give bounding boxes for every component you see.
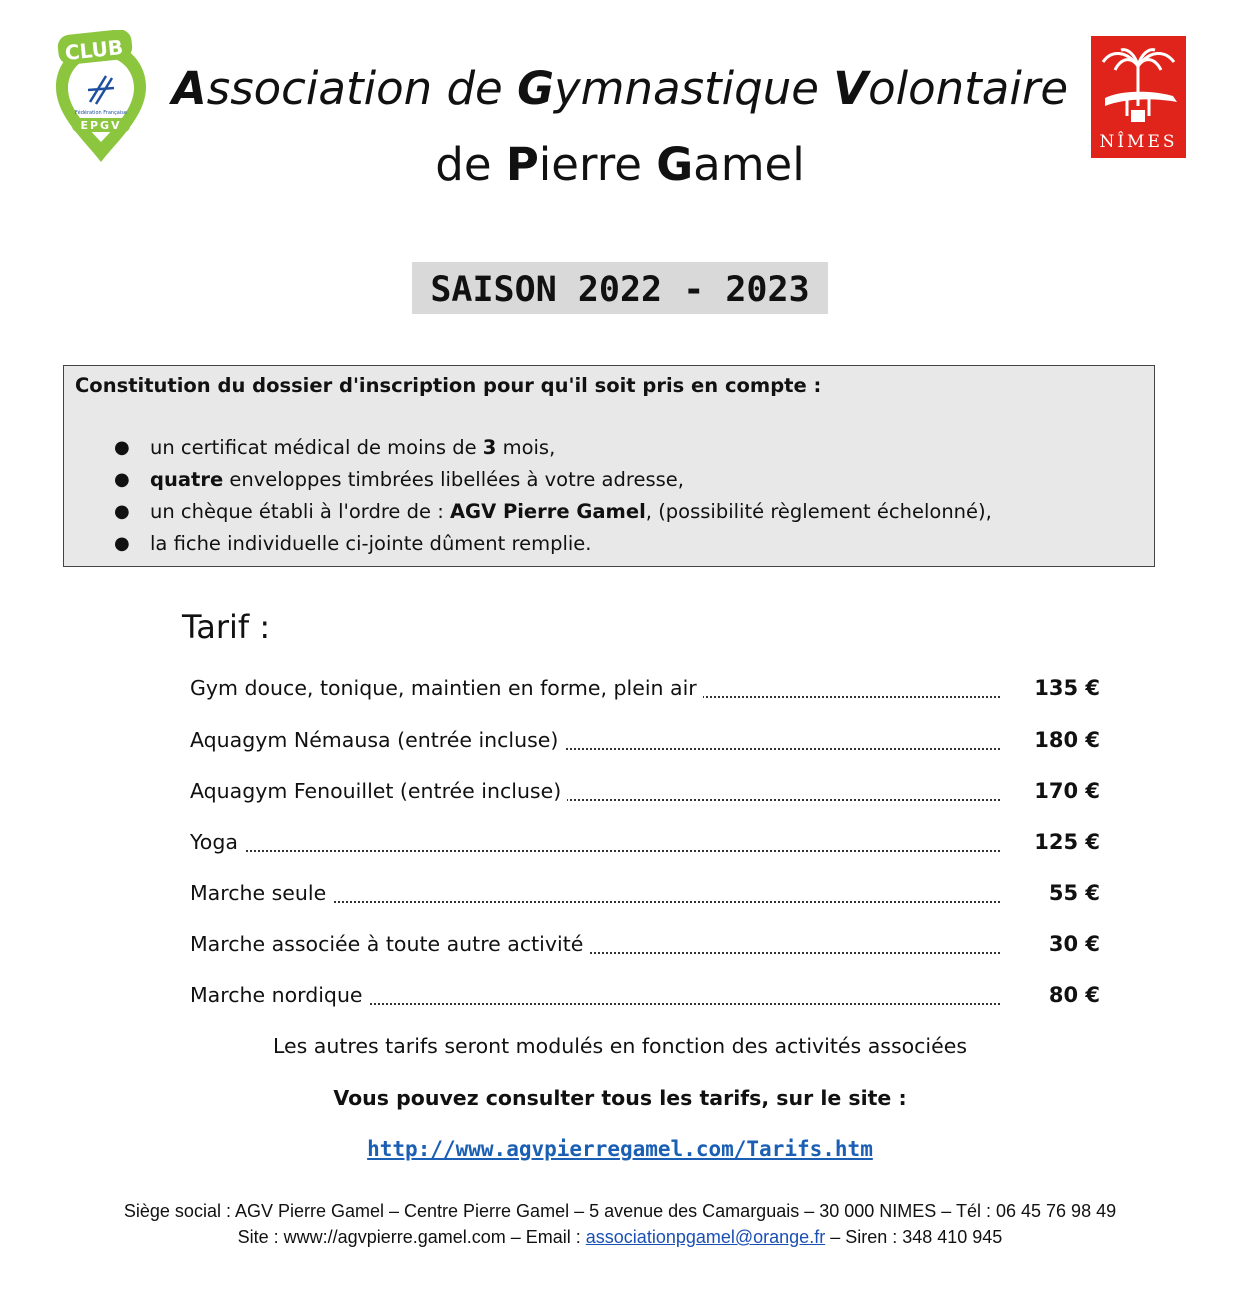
bullet-icon: ● — [114, 501, 130, 522]
footer-site: Site : www://agvpierre.gamel.com – Email : — [237, 1227, 586, 1247]
footer-contact — [0, 1227, 1240, 1248]
club-badge-text: CLUB — [63, 35, 125, 65]
season-banner: SAISON 2022 - 2023 — [412, 262, 828, 314]
price-row — [190, 676, 1100, 710]
bullet-icon: ● — [114, 469, 130, 490]
title-text: de — [435, 138, 506, 191]
title-text: olontaire — [868, 62, 1069, 115]
price-label: Gym douce, tonique, maintien en forme, plein air — [190, 676, 703, 700]
title-initial: G — [517, 62, 554, 115]
title-initial: V — [833, 62, 869, 115]
price-label: Marche nordique — [190, 983, 369, 1007]
item-text: mois, — [496, 436, 556, 459]
tariffs-link[interactable]: http://www.agvpierregamel.com/Tarifs.htm — [367, 1137, 873, 1161]
price-label: Aquagym Némausa (entrée incluse) — [190, 728, 564, 752]
item-text: enveloppes timbrées libellées à votre adresse, — [223, 468, 684, 491]
price-row — [190, 881, 1100, 915]
price-value: 170 € — [1034, 779, 1100, 803]
club-epgv-logo — [48, 30, 154, 166]
price-label: Aquagym Fenouillet (entrée incluse) — [190, 779, 567, 803]
price-row — [190, 728, 1100, 762]
list-item — [64, 496, 992, 528]
footer-email-link[interactable]: associationpgamel@orange.fr — [585, 1227, 826, 1247]
other-tariffs-note: Les autres tarifs seront modulés en fonction des activités associées — [272, 1034, 968, 1058]
title-text: ssociation de — [206, 62, 518, 115]
title-initial: A — [171, 62, 207, 115]
price-value: 80 € — [1048, 983, 1100, 1007]
bullet-icon: ● — [114, 533, 130, 554]
page-title-line2 — [150, 138, 1090, 191]
list-item — [64, 464, 992, 496]
page-title-line1 — [150, 62, 1090, 115]
item-emphasis: 3 — [482, 436, 497, 459]
footer-address: Siège social : AGV Pierre Gamel – Centre Pierre Gamel – 5 avenue des Camarguais – 30 000 NIMES – Tél : 06 45 76 98 49 — [123, 1201, 1117, 1221]
title-initial: P — [505, 138, 539, 191]
club-badge-org: EPGV — [80, 119, 122, 132]
price-row — [190, 932, 1100, 966]
item-text: , (possibilité règlement échelonné), — [645, 500, 992, 523]
price-value: 135 € — [1034, 676, 1100, 700]
tarif-heading: Tarif : — [182, 608, 271, 646]
nimes-logo-text: NÎMES — [1099, 132, 1178, 152]
list-item — [64, 432, 992, 464]
item-text: un certificat médical de moins de — [150, 436, 483, 459]
item-text: un chèque établi à l'ordre de : — [150, 500, 450, 523]
list-item — [64, 528, 992, 560]
price-label: Marche associée à toute autre activité — [190, 932, 589, 956]
item-emphasis: AGV Pierre Gamel — [449, 500, 646, 523]
price-label: Marche seule — [190, 881, 332, 905]
price-row — [190, 830, 1100, 864]
title-text: ierre — [538, 138, 657, 191]
price-value: 55 € — [1048, 881, 1100, 905]
item-emphasis: quatre — [150, 468, 224, 491]
club-badge-subtext: Fédération Française — [75, 110, 127, 116]
bullet-icon: ● — [114, 437, 130, 458]
dot-leader — [190, 848, 1000, 852]
item-text: la fiche individuelle ci-jointe dûment remplie. — [150, 532, 592, 555]
price-value: 30 € — [1048, 932, 1100, 956]
title-text: amel — [693, 138, 805, 191]
price-label: Yoga — [190, 830, 244, 854]
price-row — [190, 779, 1100, 813]
nimes-city-logo — [1091, 36, 1186, 158]
price-value: 125 € — [1034, 830, 1100, 854]
requirements-list — [64, 432, 992, 560]
price-value: 180 € — [1034, 728, 1100, 752]
footer-siren: – Siren : 348 410 945 — [825, 1227, 1003, 1247]
requirements-heading: Constitution du dossier d'inscription pour qu'il soit pris en compte : — [75, 374, 822, 397]
consult-tariffs-note: Vous pouvez consulter tous les tarifs, sur le site : — [333, 1086, 907, 1110]
registration-requirements-box — [63, 365, 1155, 567]
price-row — [190, 983, 1100, 1017]
title-text: ymnastique — [554, 62, 834, 115]
title-initial: G — [656, 138, 694, 191]
